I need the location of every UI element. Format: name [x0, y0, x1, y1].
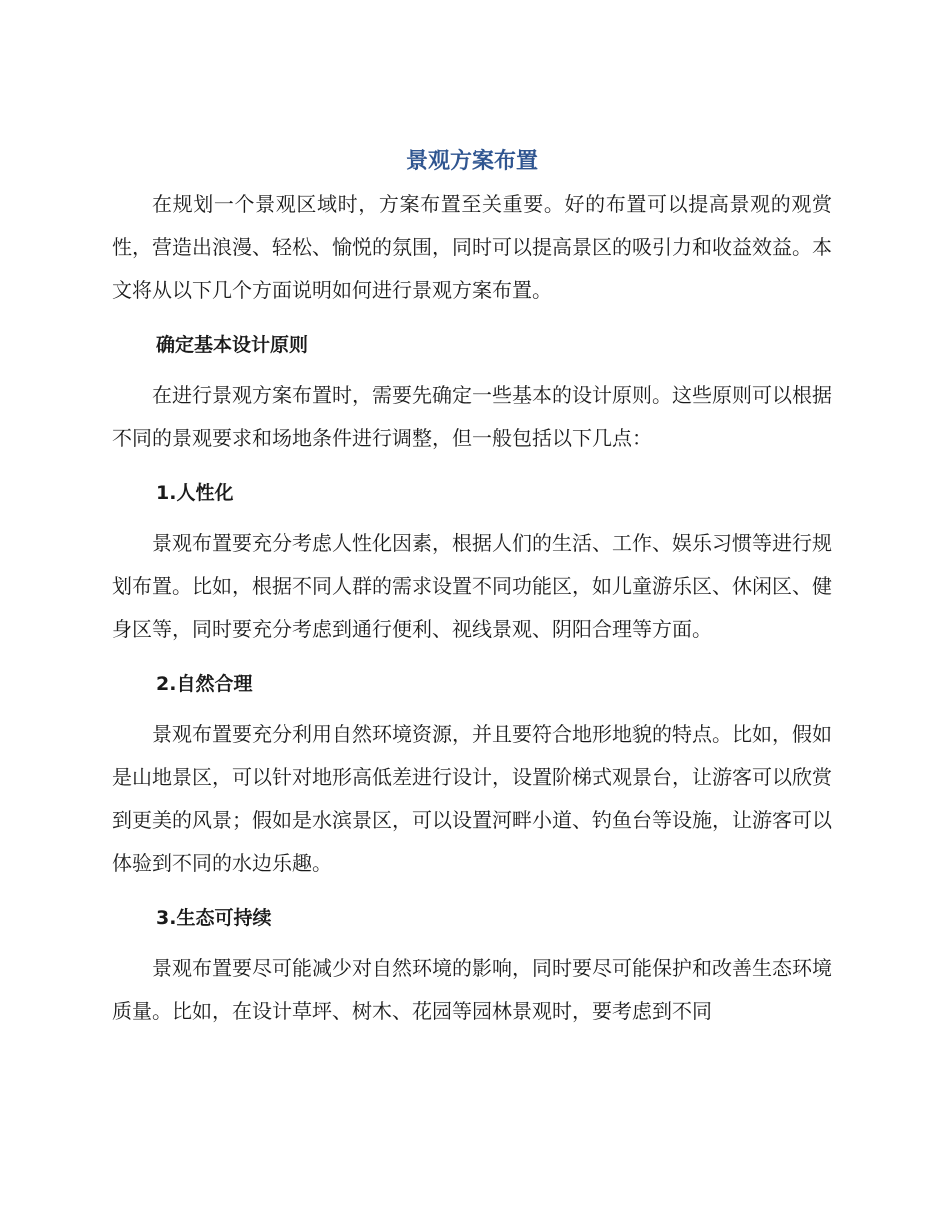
document-title: 景观方案布置 — [405, 149, 538, 174]
intro-paragraph: 在规划一个景观区域时，方案布置至关重要。好的布置可以提高景观的观赏性，营造出浪漫、轻松、愉悦的氛围，同时可以提高景区的吸引力和收益效益。本文将从以下几个方面说明如何进行景观方案布置。 — [112, 192, 832, 302]
humanized-paragraph: 景观布置要充分考虑人性化因素，根据人们的生活、工作、娱乐习惯等进行规划布置。比如，根据不同人群的需求设置不同功能区，如儿童游乐区、休闲区、健身区等，同时要充分考虑到通行便利、视线景观、阴阳合理等方面。 — [112, 531, 832, 641]
item-heading-humanized: 1.人性化 — [156, 482, 234, 504]
section-heading-design-principles: 确定基本设计原则 — [156, 334, 309, 356]
item-heading-natural: 2.自然合理 — [156, 673, 253, 695]
item-heading-sustainable: 3.生态可持续 — [156, 907, 272, 929]
design-principles-paragraph: 在进行景观方案布置时，需要先确定一些基本的设计原则。这些原则可以根据不同的景观要求和场地条件进行调整，但一般包括以下几点： — [112, 383, 832, 450]
natural-paragraph: 景观布置要充分利用自然环境资源，并且要符合地形地貌的特点。比如，假如是山地景区，可以针对地形高低差进行设计，设置阶梯式观景台，让游客可以欣赏到更美的风景；假如是水滨景区，可以设置河畔小道、钓鱼台等设施，让游客可以体验到不同的水边乐趣。 — [112, 722, 832, 875]
document-body — [112, 138, 832, 1045]
sustainable-paragraph: 景观布置要尽可能减少对自然环境的影响，同时要尽可能保护和改善生态环境质量。比如，在设计草坪、树木、花园等园林景观时，要考虑到不同 — [112, 956, 832, 1023]
